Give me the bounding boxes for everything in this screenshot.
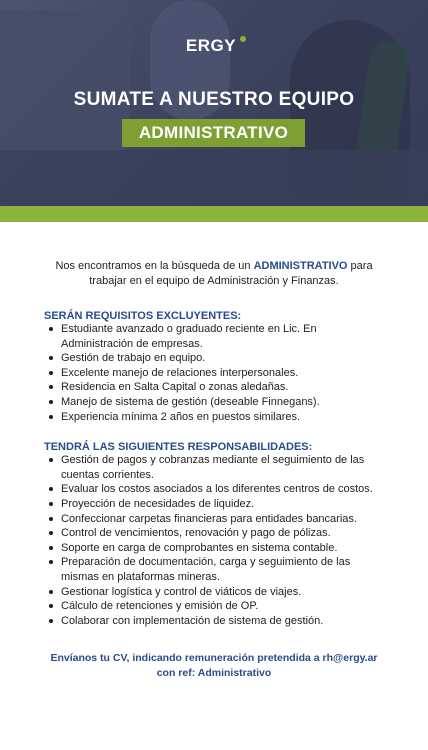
hero-banner <box>0 0 428 206</box>
list-item: Experiencia mínima 2 años en puestos similares. <box>44 410 384 425</box>
list-item: Estudiante avanzado o graduado reciente en Lic. En Administración de empresas. <box>44 322 384 351</box>
application-line-email: Envíanos tu CV, indicando remuneración pretendida a rh@ergy.ar <box>50 652 378 665</box>
responsibilities-heading: TENDRÁ LAS SIGUIENTES RESPONSABILIDADES: <box>44 441 313 454</box>
intro-paragraph <box>44 259 384 289</box>
list-item: Residencia en Salta Capital o zonas aledañas. <box>44 380 384 395</box>
list-item: Proyección de necesidades de liquidez. <box>44 497 384 512</box>
logo-text: ERGY <box>185 36 237 55</box>
intro-text-end: para trabajar en el equipo de Administración y Finanzas. <box>89 260 373 287</box>
position-badge: ADMINISTRATIVO <box>122 119 305 147</box>
application-instructions <box>44 651 384 681</box>
list-item: Soporte en carga de comprobantes en sistema contable. <box>44 541 384 556</box>
list-item: Control de vencimientos, renovación y pago de pólizas. <box>44 526 384 541</box>
green-divider-band <box>0 206 428 222</box>
list-item: Confeccionar carpetas financieras para entidades bancarias. <box>44 512 384 527</box>
list-item: Excelente manejo de relaciones interpersonales. <box>44 366 384 381</box>
list-item: Gestión de trabajo en equipo. <box>44 351 384 366</box>
requirements-heading: SERÁN REQUISITOS EXCLUYENTES: <box>44 310 242 322</box>
requirements-list <box>44 322 384 424</box>
intro-highlight: ADMINISTRATIVO <box>253 260 348 272</box>
logo-dot-icon <box>240 36 246 42</box>
list-item: Cálculo de retenciones y emisión de OP. <box>44 599 384 614</box>
list-item: Gestionar logística y control de viáticos de viajes. <box>44 585 384 600</box>
intro-text-start: Nos encontramos en la búsqueda de un <box>55 260 254 272</box>
list-item: Manejo de sistema de gestión (deseable Finnegans). <box>44 395 384 410</box>
list-item: Preparación de documentación, carga y seguimiento de las mismas en plataformas mineras. <box>44 555 384 584</box>
list-item: Evaluar los costos asociados a los diferentes centros de costos. <box>44 482 384 497</box>
company-logo <box>0 36 428 56</box>
main-content <box>0 259 428 681</box>
list-item: Colaborar con implementación de sistema de gestión. <box>44 614 384 629</box>
responsibilities-list <box>44 453 384 628</box>
application-line-reference: con ref: Administrativo <box>156 667 272 680</box>
list-item: Gestión de pagos y cobranzas mediante el seguimiento de las cuentas corrientes. <box>44 453 384 482</box>
page-title: SUMATE A NUESTRO EQUIPO <box>73 89 355 110</box>
